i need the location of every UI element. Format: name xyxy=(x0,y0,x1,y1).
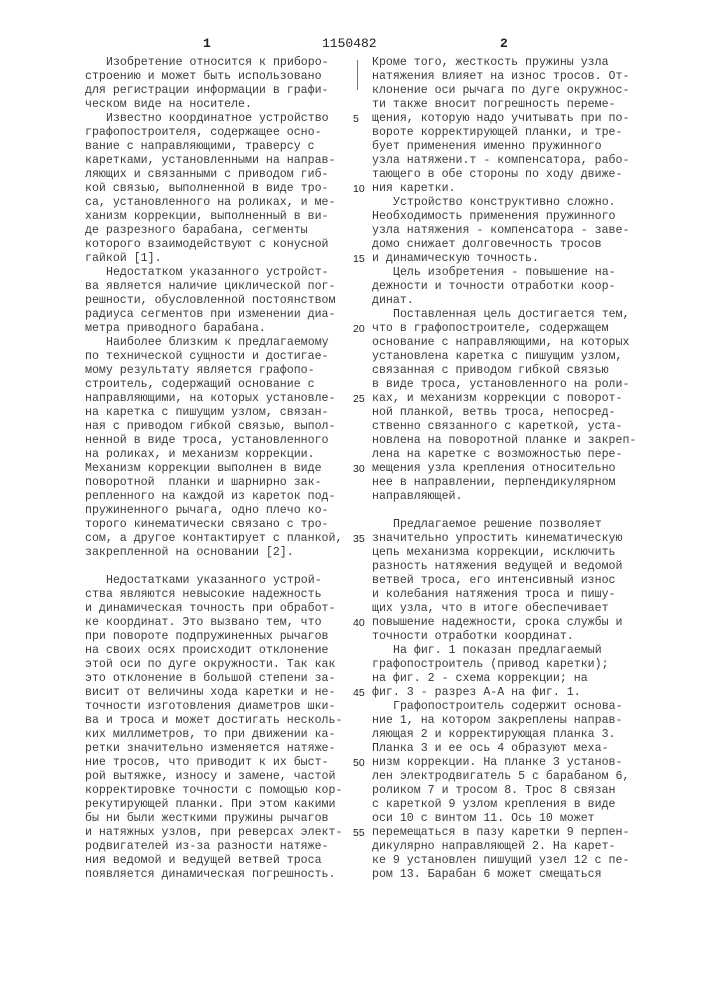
text-line-content: ние 1, на котором закреплены направ- xyxy=(372,714,622,727)
text-line-content: ства являются невысокие надежность xyxy=(85,588,322,601)
text-line-content: лен электродвигатель 5 с барабаном 6, xyxy=(372,770,629,783)
text-line-content: кой связью, выполненной в виде тро- xyxy=(85,182,329,195)
text-line xyxy=(372,392,662,406)
text-line xyxy=(85,798,360,812)
text-line xyxy=(85,406,360,420)
text-line xyxy=(85,350,360,364)
text-line xyxy=(372,546,662,560)
text-line-content: фиг. 3 - разрез А-А на фиг. 1. xyxy=(372,686,581,699)
text-line xyxy=(85,294,360,308)
text-line xyxy=(85,616,360,630)
text-line xyxy=(372,728,662,742)
text-line-content: мещения узла крепления относительно xyxy=(372,462,616,475)
text-line xyxy=(85,644,360,658)
text-line xyxy=(85,98,360,112)
text-line-content: ва и троса и может достигать несколь- xyxy=(85,714,342,727)
text-line-content: узла натяжени.т - компенсатора, рабо- xyxy=(372,154,629,167)
text-line-content: строению и может быть использовано xyxy=(85,70,322,83)
text-line-content: торого кинематически связано с тро- xyxy=(85,518,329,531)
text-line xyxy=(372,210,662,224)
text-line-content: оси 10 с винтом 11. Ось 10 может xyxy=(372,812,595,825)
text-line xyxy=(372,574,662,588)
text-line xyxy=(372,658,662,672)
text-line-content: ханизм коррекции, выполненный в ви- xyxy=(85,210,329,223)
text-line xyxy=(372,252,662,266)
text-line-content: дикулярно направляющей 2. На карет- xyxy=(372,840,616,853)
text-line xyxy=(372,196,662,210)
text-line-content: и динамическую точность. xyxy=(372,252,539,265)
text-line xyxy=(85,196,360,210)
text-line-content: Известно координатное устройство xyxy=(106,112,329,125)
text-line xyxy=(85,168,360,182)
text-line-content: са, установленного на роликах, и ме- xyxy=(85,196,335,209)
margin-line-number: 5 xyxy=(353,112,359,126)
margin-line-number: 10 xyxy=(353,182,365,196)
text-line xyxy=(372,714,662,728)
text-line xyxy=(85,112,360,126)
text-line-content: рекутирующей планки. При этом какими xyxy=(85,798,335,811)
text-line-content: мому результату является графопо- xyxy=(85,364,315,377)
text-line-content: Графопостроитель содержит основа- xyxy=(393,700,623,713)
text-line-content: Устройство конструктивно сложно. xyxy=(393,196,616,209)
text-line xyxy=(372,462,662,476)
text-line-content: ческом виде на носителе. xyxy=(85,98,252,111)
text-line-content: строитель, содержащий основание с xyxy=(85,378,315,391)
text-line xyxy=(372,224,662,238)
text-line xyxy=(372,672,662,686)
text-line-content: динат. xyxy=(372,294,414,307)
text-line xyxy=(85,742,360,756)
text-line xyxy=(372,140,662,154)
text-line-content: радиуса сегментов при изменении диа- xyxy=(85,308,335,321)
text-line-content: Изобретение относится к приборо- xyxy=(106,56,329,69)
text-line-content: это отклонение в большой степени за- xyxy=(85,672,335,685)
text-line-content: натяжения влияет на износ тросов. От- xyxy=(372,70,629,83)
text-line xyxy=(372,448,662,462)
text-line xyxy=(85,280,360,294)
text-line-content: сом, а другое контактирует с планкой, xyxy=(85,532,342,545)
text-line-content: бует применения именно пружинного xyxy=(372,140,602,153)
text-line xyxy=(85,462,360,476)
text-line xyxy=(372,364,662,378)
text-line-content: ти также вносит погрешность переме- xyxy=(372,98,616,111)
text-line xyxy=(85,756,360,770)
text-line xyxy=(85,420,360,434)
margin-line-number: 15 xyxy=(353,252,365,266)
text-line xyxy=(372,420,662,434)
text-line xyxy=(85,588,360,602)
text-line-content: на своих осях происходит отклонение xyxy=(85,644,329,657)
text-line-content: роликом 7 и тросом 8. Трос 8 связан xyxy=(372,784,616,797)
text-line xyxy=(85,434,360,448)
text-line xyxy=(372,434,662,448)
text-line xyxy=(85,210,360,224)
text-line xyxy=(85,854,360,868)
text-line-content: появляется динамическая погрешность. xyxy=(85,868,335,881)
text-line-content: Недостатками указанного устрой- xyxy=(106,574,322,587)
text-line-content: установлена каретка с пишущим узлом, xyxy=(372,350,622,363)
text-line-content: разность натяжения ведущей и ведомой xyxy=(372,560,622,573)
text-line xyxy=(372,616,662,630)
text-line xyxy=(372,476,662,490)
text-line xyxy=(85,812,360,826)
text-line-content: повышение надежности, срока службы и xyxy=(372,616,622,629)
text-line xyxy=(372,56,662,70)
text-line-content: закрепленной на основании [2]. xyxy=(85,546,294,559)
text-line-content: Необходимость применения пружинного xyxy=(372,210,616,223)
text-line xyxy=(372,280,662,294)
text-line xyxy=(372,854,662,868)
text-line-content: для регистрации информации в графи- xyxy=(85,84,329,97)
text-line-content: ляющих и связанными с приводом гиб- xyxy=(85,168,329,181)
text-line-content: по технической сущности и достигае- xyxy=(85,350,329,363)
text-line-content: ляющая 2 и корректирующая планка 3. xyxy=(372,728,616,741)
text-line-content: значительно упростить кинематическую xyxy=(372,532,622,545)
text-line xyxy=(372,742,662,756)
text-line xyxy=(85,238,360,252)
text-line-content: узла натяжения - компенсатора - заве- xyxy=(372,224,629,237)
text-line-content: ких миллиметров, то при движении ка- xyxy=(85,728,335,741)
text-line-content: точности изготовления диаметров шки- xyxy=(85,700,335,713)
text-line xyxy=(85,504,360,518)
text-line xyxy=(85,182,360,196)
text-line xyxy=(85,378,360,392)
text-line-content: новлена на поворотной планке и закреп- xyxy=(372,434,636,447)
text-line xyxy=(85,826,360,840)
margin-line-number: 50 xyxy=(353,756,365,770)
text-line-content: ненной в виде троса, установленного xyxy=(85,434,329,447)
text-line-content: на роликах, и механизм коррекции. xyxy=(85,448,315,461)
text-line-content: на фиг. 2 - схема коррекции; на xyxy=(372,672,588,685)
text-line xyxy=(372,294,662,308)
text-line xyxy=(85,686,360,700)
text-line-content: ние тросов, что приводит к их быст- xyxy=(85,756,329,769)
text-line-content: родвигателей из-за разности натяже- xyxy=(85,840,329,853)
text-line-content: ке 9 установлен пишущий узел 12 с пе- xyxy=(372,854,629,867)
text-line-content: ния ведомой и ведущей ветвей троса xyxy=(85,854,322,867)
text-line xyxy=(372,378,662,392)
text-line-content: ния каретки. xyxy=(372,182,456,195)
text-line-content: точности отработки координат. xyxy=(372,630,574,643)
text-line-content: этой оси по дуге окружности. Так как xyxy=(85,658,335,671)
right-text-column xyxy=(372,56,662,882)
text-line-content: Кроме того, жесткость пружины узла xyxy=(372,56,609,69)
text-line-content: графопостроителя, содержащее осно- xyxy=(85,126,322,139)
text-line xyxy=(85,364,360,378)
text-line-content: ке координат. Это вызвано тем, что xyxy=(85,616,322,629)
text-line-content: бы ни были жесткими пружины рычагов xyxy=(85,812,329,825)
text-line-content: ва является наличие циклической пог- xyxy=(85,280,335,293)
text-line-content: каретками, установленными на направ- xyxy=(85,154,335,167)
text-line-content: корректировке точности с помощью кор- xyxy=(85,784,342,797)
text-line xyxy=(372,770,662,784)
text-line-content: щих узла, что в итоге обеспечивает xyxy=(372,602,609,615)
page-number-right: 2 xyxy=(500,36,508,51)
text-line-content: с кареткой 9 узлом крепления в виде xyxy=(372,798,616,811)
margin-line-number: 30 xyxy=(353,462,365,476)
text-line xyxy=(372,630,662,644)
text-line xyxy=(85,308,360,322)
text-line-content: ром 13. Барабан 6 может смещаться xyxy=(372,868,602,881)
text-line xyxy=(372,308,662,322)
margin-line-number: 35 xyxy=(353,532,365,546)
margin-line-number: 45 xyxy=(353,686,365,700)
text-line xyxy=(85,840,360,854)
page-number-left: 1 xyxy=(203,36,211,51)
text-line xyxy=(85,658,360,672)
margin-line-number: 40 xyxy=(353,616,365,630)
text-line xyxy=(372,868,662,882)
text-line xyxy=(372,322,662,336)
text-line-content: пружиненного рычага, одно плечо ко- xyxy=(85,504,329,517)
text-line-content: дежности и точности отработки коор- xyxy=(372,280,616,293)
text-line xyxy=(85,560,360,574)
text-line xyxy=(85,714,360,728)
text-line xyxy=(372,840,662,854)
text-line-content: рой вытяжке, износу и замене, частой xyxy=(85,770,335,783)
text-line xyxy=(85,224,360,238)
text-line xyxy=(85,476,360,490)
margin-line-number: 20 xyxy=(353,322,365,336)
text-line xyxy=(372,266,662,280)
text-line xyxy=(85,252,360,266)
text-line xyxy=(85,140,360,154)
text-line-content: поворотной планки и шарнирно зак- xyxy=(85,476,322,489)
text-line-content: основание с направляющими, на которых xyxy=(372,336,629,349)
text-line xyxy=(85,868,360,882)
margin-line-number: 55 xyxy=(353,826,365,840)
text-line xyxy=(372,518,662,532)
text-line xyxy=(85,56,360,70)
text-line-content: решности, обусловленной постоянством xyxy=(85,294,335,307)
text-line-content: На фиг. 1 показан предлагаемый xyxy=(393,644,602,657)
text-line-content: что в графопостроителе, содержащем xyxy=(372,322,609,335)
patent-number: 1150482 xyxy=(322,36,377,51)
text-line xyxy=(372,826,662,840)
text-line-content: вание с направляющими, траверсу с xyxy=(85,140,315,153)
text-line xyxy=(85,532,360,546)
text-line xyxy=(85,574,360,588)
text-line-content: Недостатком указанного устройст- xyxy=(106,266,329,279)
text-line-content: ственно связанного с кареткой, уста- xyxy=(372,420,622,433)
text-line xyxy=(85,518,360,532)
text-line xyxy=(372,238,662,252)
text-line-content: Планка 3 и ее ось 4 образуют меха- xyxy=(372,742,609,755)
text-line-content: нее в направлении, перпендикулярном xyxy=(372,476,616,489)
text-line-content: тающего в обе стороны по ходу движе- xyxy=(372,168,622,181)
text-line-content: графопостроитель (привод каретки); xyxy=(372,658,609,671)
text-line-content: низм коррекции. На планке 3 установ- xyxy=(372,756,622,769)
text-line xyxy=(372,756,662,770)
text-line xyxy=(372,532,662,546)
text-line xyxy=(372,504,662,518)
text-line-content: лена на каретке с возможностью пере- xyxy=(372,448,622,461)
text-line xyxy=(372,588,662,602)
text-line xyxy=(372,812,662,826)
text-line-content: на каретка с пишущим узлом, связан- xyxy=(85,406,329,419)
text-line-content: и колебания натяжения троса и пишу- xyxy=(372,588,616,601)
text-line xyxy=(372,112,662,126)
text-line-content: Поставленная цель достигается тем, xyxy=(393,308,630,321)
text-line-content: клонение оси рычага по дуге окружнос- xyxy=(372,84,629,97)
text-line xyxy=(372,336,662,350)
text-line-content: щения, которую надо учитывать при по- xyxy=(372,112,629,125)
text-line xyxy=(372,490,662,504)
text-line-content: в виде троса, установленного на роли- xyxy=(372,378,629,391)
text-line xyxy=(85,392,360,406)
text-line xyxy=(372,126,662,140)
text-line xyxy=(372,602,662,616)
text-line-content: ретки значительно изменяется натяже- xyxy=(85,742,335,755)
text-line-content: ках, и механизм коррекции с поворот- xyxy=(372,392,622,405)
text-line xyxy=(85,336,360,350)
text-line xyxy=(85,126,360,140)
text-line xyxy=(372,154,662,168)
text-line-content: ветвей троса, его интенсивный износ xyxy=(372,574,616,587)
text-line-content: вороте корректирующей планки, и тре- xyxy=(372,126,622,139)
text-line xyxy=(372,560,662,574)
text-line xyxy=(85,602,360,616)
text-line-content: которого взаимодействуют с конусной xyxy=(85,238,329,251)
text-line xyxy=(372,84,662,98)
text-line xyxy=(372,700,662,714)
text-line-content: метра приводного барабана. xyxy=(85,322,266,335)
text-line-content: цепь механизма коррекции, исключить xyxy=(372,546,616,559)
text-line-content: домо снижает долговечность тросов xyxy=(372,238,602,251)
text-line xyxy=(372,644,662,658)
text-line xyxy=(372,168,662,182)
text-line-content: Механизм коррекции выполнен в виде xyxy=(85,462,322,475)
text-line xyxy=(372,406,662,420)
text-line xyxy=(372,98,662,112)
text-line-content: Наиболее близким к предлагаемому xyxy=(106,336,329,349)
text-line-content: связанная с приводом гибкой связью xyxy=(372,364,609,377)
text-line xyxy=(372,182,662,196)
text-line-content: Цель изобретения - повышение на- xyxy=(393,266,616,279)
text-line-content: ной планкой, ветвь троса, непосред- xyxy=(372,406,616,419)
text-line-content: Предлагаемое решение позволяет xyxy=(393,518,602,531)
text-line-content: репленного на каждой из кареток под- xyxy=(85,490,335,503)
text-line xyxy=(85,448,360,462)
text-line-content: направляющими, на которых установле- xyxy=(85,392,335,405)
text-line xyxy=(85,770,360,784)
text-line-content: ная с приводом гибкой связью, выпол- xyxy=(85,420,335,433)
text-line xyxy=(85,630,360,644)
text-line-content: гайкой [1]. xyxy=(85,252,162,265)
text-line xyxy=(85,728,360,742)
text-line xyxy=(85,672,360,686)
text-line xyxy=(85,546,360,560)
text-line-content: направляющей. xyxy=(372,490,462,503)
text-line xyxy=(372,686,662,700)
text-line-content: и натяжных узлов, при реверсах элект- xyxy=(85,826,342,839)
text-line-content: висит от величины хода каретки и не- xyxy=(85,686,335,699)
text-line xyxy=(372,70,662,84)
margin-line-number: 25 xyxy=(353,392,365,406)
text-line xyxy=(85,700,360,714)
text-line xyxy=(85,784,360,798)
text-line xyxy=(85,70,360,84)
text-line-content: и динамическая точность при обработ- xyxy=(85,602,335,615)
text-line xyxy=(372,798,662,812)
text-line xyxy=(85,154,360,168)
text-line-content: перемещаться в пазу каретки 9 перпен- xyxy=(372,826,629,839)
text-line xyxy=(372,784,662,798)
text-line xyxy=(85,84,360,98)
text-line-content: при повороте подпружиненных рычагов xyxy=(85,630,329,643)
text-line xyxy=(85,322,360,336)
text-line xyxy=(372,350,662,364)
text-line xyxy=(85,490,360,504)
left-text-column xyxy=(85,56,360,882)
text-line xyxy=(85,266,360,280)
text-line-content: де разрезного барабана, сегменты xyxy=(85,224,308,237)
